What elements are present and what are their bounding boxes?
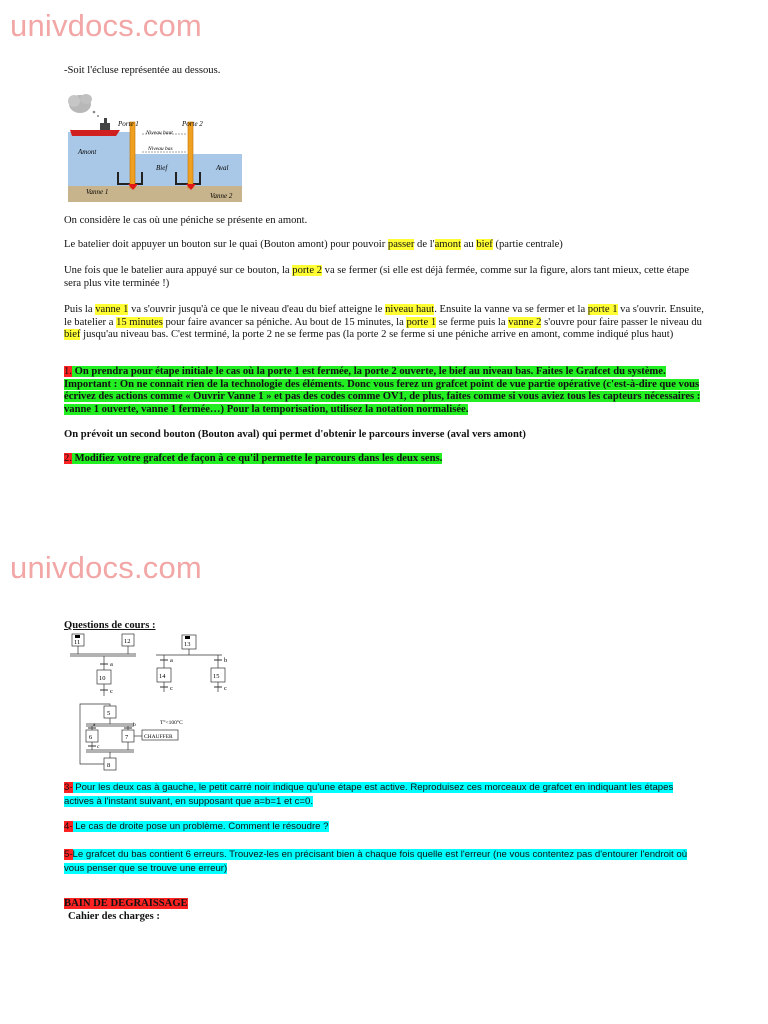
question-1 xyxy=(64,366,704,416)
paragraph-sequence xyxy=(64,304,704,342)
lock-diagram xyxy=(64,88,246,204)
highlight-bief-b: bief xyxy=(64,329,81,341)
highlight-porte1: porte 1 xyxy=(587,304,618,315)
transition-label: a xyxy=(110,661,113,668)
intro-text: -Soit l'écluse représentée au dessous. xyxy=(64,65,221,76)
transition-label: c xyxy=(110,688,113,695)
label-niveau-bas: Niveau bas xyxy=(148,146,173,152)
watermark-middle: univdocs.com xyxy=(10,550,202,585)
step-label: 13 xyxy=(184,641,191,648)
question-number: 1. xyxy=(64,366,72,377)
text-segment: va s'ouvrir. Ensuite, le batelier a xyxy=(64,304,704,328)
question-2 xyxy=(64,453,704,466)
label-porte1: Porte 1 xyxy=(118,120,139,128)
highlight-porte2: porte 2 xyxy=(292,265,322,276)
text-segment: . Ensuite la vanne va se fermer et la xyxy=(434,304,588,315)
text-segment: de l' xyxy=(414,239,435,250)
question-number: 4- xyxy=(64,821,73,832)
step-label: 7 xyxy=(125,734,129,741)
text-segment: Puis la xyxy=(64,304,96,315)
bain-title-text: BAIN DE DEGRAISSAGE xyxy=(64,898,188,909)
step-label: 12 xyxy=(124,638,131,645)
step-label: 5 xyxy=(107,710,111,717)
question-number: 2. xyxy=(64,453,72,464)
grafcet-diagrams xyxy=(64,632,230,776)
step-label: 8 xyxy=(107,762,111,769)
question-number: 5- xyxy=(64,849,73,860)
second-button-text: On prévoit un second bouton (Bouton aval) qui permet d'obtenir le parcours inverse (aval vers amont) xyxy=(64,429,526,440)
active-token xyxy=(75,635,80,638)
text-segment: jusqu'au niveau bas. C'est terminé, la porte 2 ne se ferme pas (la porte 2 se ferme si une péniche arrive en amont, comme indiqué plus haut) xyxy=(80,329,674,341)
transition-label: a xyxy=(170,657,173,664)
label-vanne1: Vanne 1 xyxy=(86,188,109,196)
highlight-porte1-b: porte 1 xyxy=(406,316,437,328)
question-3 xyxy=(64,781,704,808)
question-text: Le cas de droite pose un problème. Comment le résoudre ? xyxy=(72,821,329,832)
question-text: Modifiez votre grafcet de façon à ce qu'il permette le parcours dans les deux sens. xyxy=(71,453,443,464)
highlight-vanne1: vanne 1 xyxy=(95,304,129,315)
action-label: CHAUFFER xyxy=(144,734,173,740)
case-text: On considère le cas où une péniche se présente en amont. xyxy=(64,215,308,226)
text-segment: se ferme puis la xyxy=(436,316,509,328)
amont-water xyxy=(68,132,130,186)
step-label: 14 xyxy=(159,673,166,680)
watermark-top: univdocs.com xyxy=(10,8,202,43)
step-label: 6 xyxy=(89,734,93,741)
transition-label: c xyxy=(224,685,227,692)
label-bief: Bief xyxy=(156,164,168,172)
label-porte2: Porte 2 xyxy=(182,120,203,128)
condition-label: T°<100°C xyxy=(160,720,183,726)
label-vanne2: Vanne 2 xyxy=(210,192,233,200)
text-segment: Une fois que le batelier aura appuyé sur ce bouton, la xyxy=(64,265,293,276)
cahier-title: Cahier des charges : xyxy=(68,911,160,922)
highlight-amont: amont xyxy=(434,239,462,250)
text-segment: au xyxy=(461,239,477,250)
active-token xyxy=(185,636,190,639)
transition-label: c xyxy=(97,744,100,750)
bain-title xyxy=(64,898,704,911)
text-segment: pour faire avancer sa péniche. Au bout de 15 minutes, la xyxy=(162,316,407,328)
gate-2 xyxy=(188,122,193,188)
transition-label: c xyxy=(170,685,173,692)
step-label: 15 xyxy=(213,673,220,680)
transition-label: b xyxy=(224,657,228,664)
transition-label: a xyxy=(93,722,96,728)
highlight-passer: passer xyxy=(387,239,415,250)
text-segment: Le batelier doit appuyer un bouton sur le quai (Bouton amont) pour pouvoir xyxy=(64,239,388,250)
transition-label: b xyxy=(133,722,136,728)
label-niveau-haut: Niveau haut xyxy=(146,130,173,136)
label-amont: Amont xyxy=(78,148,97,156)
questions-title: Questions de cours : xyxy=(64,620,156,631)
question-text: On prendra pour étape initiale le cas où la porte 1 est fermée, la porte 2 ouverte, le bief au niveau bas. Faites le Grafcet du système. Important : On ne connait rien de la technologie des éléments. Donc vous ferez un grafcet point de vue partie opérative (c'est-à-dire que vous écrivez des actions comme « Ouvrir Vanne 1 » et pas des codes comme OV1, de plus, faites comme si vous aviez tous les capteurs nécessaires : vanne 1 ouverte, vanne 1 fermée…) Pour la temporisation, utilisez la notation normalisée. xyxy=(64,366,701,415)
question-number: 3- xyxy=(64,782,73,793)
question-text: Le grafcet du bas contient 6 erreurs. Trouvez-les en précisant bien à chaque fois quelle est l'erreur (ne vous contentez pas d'entourer l'endroit où vous penser que se trouve une erreur) xyxy=(64,849,688,874)
gate-1 xyxy=(130,122,135,188)
text-segment: (partie centrale) xyxy=(492,239,563,250)
highlight-bief: bief xyxy=(476,239,493,250)
text-segment: va s'ouvrir jusqu'à ce que le niveau d'eau du bief atteigne le xyxy=(128,304,386,315)
label-aval: Aval xyxy=(216,164,229,172)
question-4 xyxy=(64,821,704,834)
text-segment: va se fermer (si elle est déjà fermée, comme sur la figure, alors tant mieux, cette étape sera plus vite terminée !) xyxy=(64,265,690,289)
highlight-niveau-haut: niveau haut xyxy=(385,304,435,315)
step-label: 11 xyxy=(74,639,81,646)
text-segment: s'ouvre pour faire passer le niveau du xyxy=(541,316,702,328)
highlight-vanne2: vanne 2 xyxy=(508,316,542,328)
question-5 xyxy=(64,848,704,875)
highlight-15-minutes: 15 minutes xyxy=(116,316,163,328)
paragraph-bouton-amont xyxy=(64,239,704,252)
question-text: Pour les deux cas à gauche, le petit carré noir indique qu'une étape est active. Reproduisez ces morceaux de grafcet en indiquant les étapes actives à l'instant suivant, en supposant que a=b=1 et c=0. xyxy=(64,782,674,807)
paragraph-porte2 xyxy=(64,265,704,290)
step-label: 10 xyxy=(99,675,106,682)
